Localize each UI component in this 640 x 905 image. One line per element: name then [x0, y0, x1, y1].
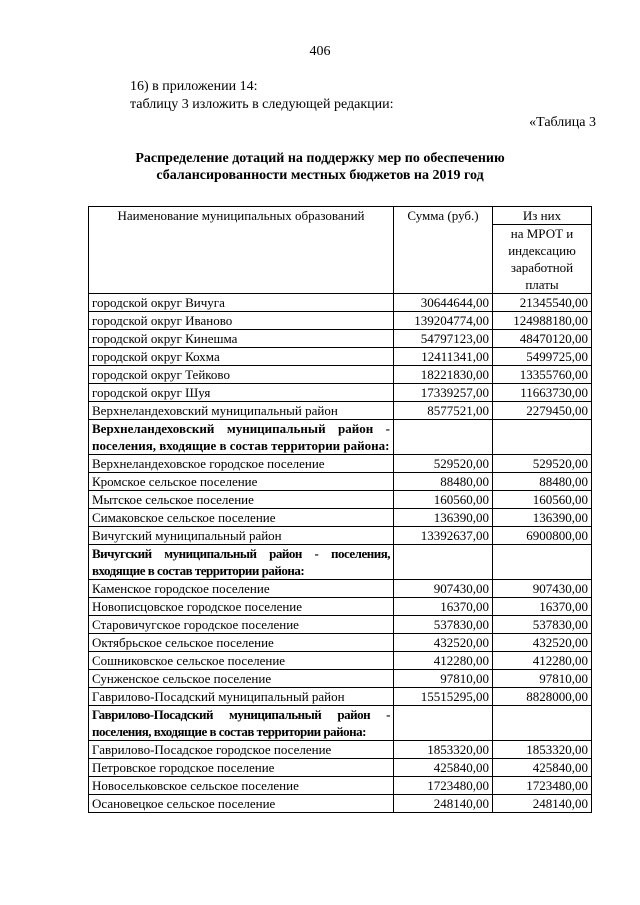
wage-value: 21345540,00 [493, 294, 592, 312]
group-row [89, 706, 592, 741]
sum-value: 425840,00 [394, 759, 493, 777]
title-line-1: Распределение дотаций на поддержку мер по обеспечению [135, 151, 505, 166]
sum-value: 537830,00 [394, 616, 493, 634]
wage-value: 432520,00 [493, 634, 592, 652]
table-reference: «Таблица 3 [529, 115, 596, 130]
table-row [89, 741, 592, 759]
group-row [89, 420, 592, 455]
sum-value: 139204774,00 [394, 312, 493, 330]
group-heading: Вичугский муниципальный район - поселения, входящие в состав территории района: [89, 545, 394, 580]
municipality-name: Сошниковское сельское поселение [89, 652, 394, 670]
sum-value: 412280,00 [394, 652, 493, 670]
table-row [89, 652, 592, 670]
table-row [89, 455, 592, 473]
sum-value: 248140,00 [394, 795, 493, 813]
municipality-name: Октябрьское сельское поселение [89, 634, 394, 652]
table-row [89, 598, 592, 616]
municipality-name: городской округ Кохма [89, 348, 394, 366]
table-body [89, 294, 592, 813]
table-row [89, 527, 592, 545]
sum-value: 18221830,00 [394, 366, 493, 384]
table-row [89, 294, 592, 312]
table-row [89, 330, 592, 348]
table-row [89, 777, 592, 795]
sum-value: 12411341,00 [394, 348, 493, 366]
empty-cell [394, 706, 493, 741]
sum-value: 17339257,00 [394, 384, 493, 402]
header-sub: на МРОТ и индексацию заработной платы [493, 225, 592, 294]
intro-line-2: таблицу 3 изложить в следующей редакции: [130, 97, 394, 112]
table-row [89, 509, 592, 527]
sum-value: 136390,00 [394, 509, 493, 527]
sum-value: 15515295,00 [394, 688, 493, 706]
municipality-name: городской округ Шуя [89, 384, 394, 402]
wage-value: 425840,00 [493, 759, 592, 777]
municipality-name: Верхнеландеховское городское поселение [89, 455, 394, 473]
wage-value: 48470120,00 [493, 330, 592, 348]
table-row [89, 348, 592, 366]
subsidy-table [88, 206, 592, 813]
wage-value: 11663730,00 [493, 384, 592, 402]
municipality-name: Гаврилово-Посадское городское поселение [89, 741, 394, 759]
wage-value: 88480,00 [493, 473, 592, 491]
table-row [89, 312, 592, 330]
municipality-name: Мытское сельское поселение [89, 491, 394, 509]
sum-value: 1853320,00 [394, 741, 493, 759]
sum-value: 907430,00 [394, 580, 493, 598]
municipality-name: городской округ Кинешма [89, 330, 394, 348]
table-row [89, 402, 592, 420]
municipality-name: Вичугский муниципальный район [89, 527, 394, 545]
group-row [89, 545, 592, 580]
group-heading: Верхнеландеховский муниципальный район - поселения, входящие в состав территории района: [89, 420, 394, 455]
empty-cell [493, 545, 592, 580]
wage-value: 8828000,00 [493, 688, 592, 706]
municipality-name: Симаковское сельское поселение [89, 509, 394, 527]
sum-value: 13392637,00 [394, 527, 493, 545]
municipality-name: городской округ Вичуга [89, 294, 394, 312]
table-title [0, 150, 640, 184]
municipality-name: городской округ Тейково [89, 366, 394, 384]
sum-value: 97810,00 [394, 670, 493, 688]
sum-value: 432520,00 [394, 634, 493, 652]
wage-value: 97810,00 [493, 670, 592, 688]
wage-value: 248140,00 [493, 795, 592, 813]
wage-value: 529520,00 [493, 455, 592, 473]
sum-value: 8577521,00 [394, 402, 493, 420]
table-row [89, 580, 592, 598]
sum-value: 16370,00 [394, 598, 493, 616]
wage-value: 412280,00 [493, 652, 592, 670]
wage-value: 160560,00 [493, 491, 592, 509]
header-name: Наименование муниципальных образований [89, 207, 394, 294]
wage-value: 124988180,00 [493, 312, 592, 330]
wage-value: 1853320,00 [493, 741, 592, 759]
table-row [89, 616, 592, 634]
wage-value: 907430,00 [493, 580, 592, 598]
municipality-name: Сунженское сельское поселение [89, 670, 394, 688]
table-row [89, 759, 592, 777]
empty-cell [394, 545, 493, 580]
empty-cell [493, 706, 592, 741]
municipality-name: Петровское городское поселение [89, 759, 394, 777]
table-row [89, 670, 592, 688]
sum-value: 160560,00 [394, 491, 493, 509]
group-heading: Гаврилово-Посадский муниципальный район - поселения, входящие в состав территории района: [89, 706, 394, 741]
header-from: Из них [493, 207, 592, 225]
title-line-2: сбалансированности местных бюджетов на 2019 год [156, 168, 484, 183]
municipality-name: Новосельковское сельское поселение [89, 777, 394, 795]
municipality-name: Гаврилово-Посадский муниципальный район [89, 688, 394, 706]
municipality-name: Каменское городское поселение [89, 580, 394, 598]
header-sum: Сумма (руб.) [394, 207, 493, 294]
page-number: 406 [309, 44, 331, 59]
wage-value: 2279450,00 [493, 402, 592, 420]
municipality-name: Кромское сельское поселение [89, 473, 394, 491]
empty-cell [394, 420, 493, 455]
sum-value: 30644644,00 [394, 294, 493, 312]
table-row [89, 795, 592, 813]
wage-value: 13355760,00 [493, 366, 592, 384]
intro-line-1: 16) в приложении 14: [130, 79, 258, 94]
table-row [89, 384, 592, 402]
wage-value: 1723480,00 [493, 777, 592, 795]
wage-value: 16370,00 [493, 598, 592, 616]
table-row [89, 634, 592, 652]
municipality-name: Новописцовское городское поселение [89, 598, 394, 616]
municipality-name: Осановецкое сельское поселение [89, 795, 394, 813]
table-row [89, 366, 592, 384]
table-row [89, 491, 592, 509]
municipality-name: Верхнеландеховский муниципальный район [89, 402, 394, 420]
sum-value: 529520,00 [394, 455, 493, 473]
sum-value: 54797123,00 [394, 330, 493, 348]
empty-cell [493, 420, 592, 455]
wage-value: 537830,00 [493, 616, 592, 634]
wage-value: 6900800,00 [493, 527, 592, 545]
municipality-name: городской округ Иваново [89, 312, 394, 330]
wage-value: 136390,00 [493, 509, 592, 527]
table-row [89, 688, 592, 706]
sum-value: 88480,00 [394, 473, 493, 491]
wage-value: 5499725,00 [493, 348, 592, 366]
table-row [89, 473, 592, 491]
municipality-name: Старовичугское городское поселение [89, 616, 394, 634]
sum-value: 1723480,00 [394, 777, 493, 795]
